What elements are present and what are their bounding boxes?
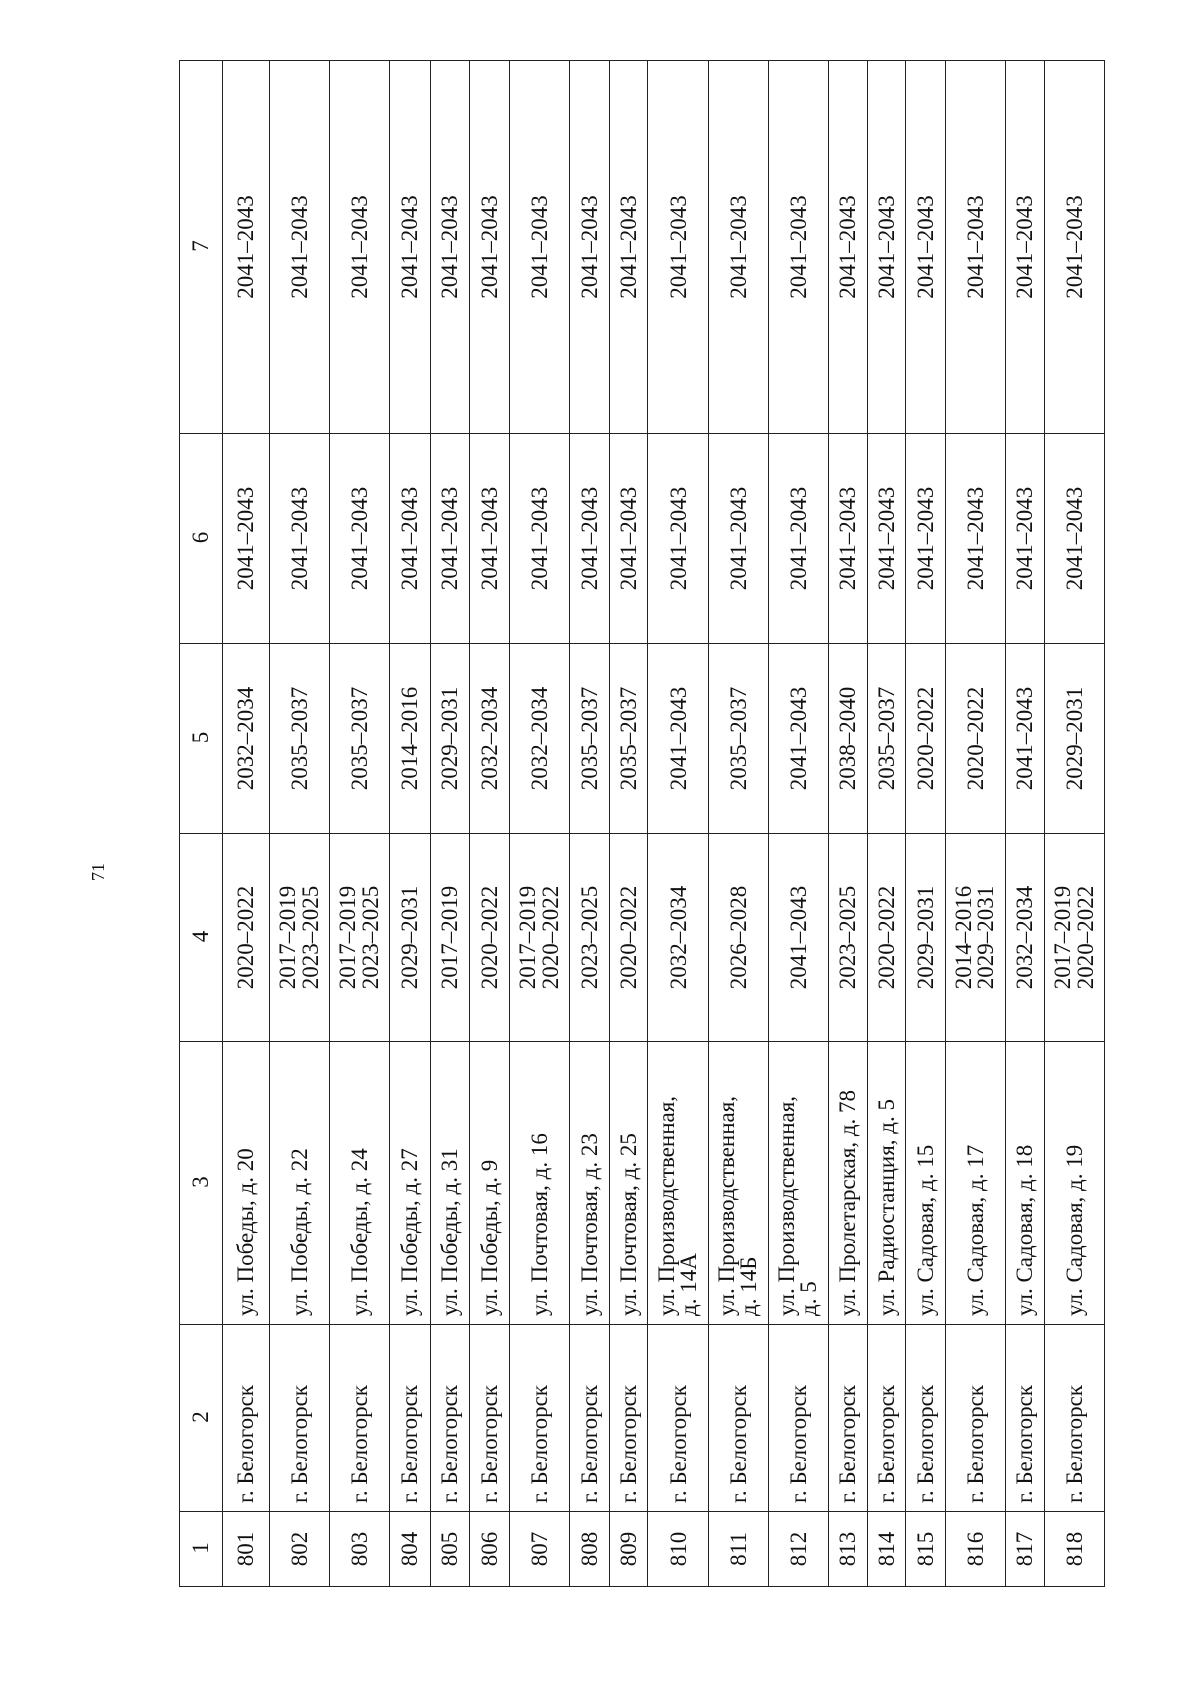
- cell-period-4: 2017–2019: [430, 834, 469, 1042]
- cell-address: ул. Производственная, д. 14А: [648, 1042, 709, 1325]
- cell-number: 813: [828, 1512, 867, 1587]
- cell-city: г. Белогорск: [828, 1325, 867, 1512]
- cell-address: ул. Садовая, д. 15: [906, 1042, 945, 1325]
- cell-period-5: 2035–2037: [269, 644, 330, 834]
- table-row: [709, 61, 769, 1587]
- cell-period-7: 2041–2043: [390, 61, 431, 434]
- cell-period-5: 2041–2043: [648, 644, 709, 834]
- table-row: [570, 61, 609, 1587]
- cell-period-6: 2041–2043: [1045, 434, 1105, 644]
- cell-number: 801: [222, 1512, 269, 1587]
- cell-city: г. Белогорск: [768, 1325, 828, 1512]
- page-number: 71: [88, 863, 108, 881]
- header-cell-3: 3: [180, 1042, 223, 1325]
- header-row: [180, 61, 223, 1587]
- header-cell-7: 7: [180, 61, 223, 434]
- cell-number: 810: [648, 1512, 709, 1587]
- cell-period-4: 2032–2034: [1005, 834, 1044, 1042]
- cell-period-4: 2023–2025: [828, 834, 867, 1042]
- cell-address: ул. Садовая, д. 18: [1005, 1042, 1044, 1325]
- cell-period-7: 2041–2043: [570, 61, 609, 434]
- cell-city: г. Белогорск: [330, 1325, 390, 1512]
- cell-period-4: 2020–2022: [868, 834, 906, 1042]
- cell-number: 804: [390, 1512, 431, 1587]
- cell-period-4: 2017–2019 2023–2025: [269, 834, 330, 1042]
- cell-address: ул. Победы, д. 24: [330, 1042, 390, 1325]
- cell-period-7: 2041–2043: [609, 61, 647, 434]
- cell-city: г. Белогорск: [709, 1325, 769, 1512]
- cell-period-6: 2041–2043: [470, 434, 509, 644]
- cell-period-7: 2041–2043: [330, 61, 390, 434]
- table-row: [470, 61, 509, 1587]
- cell-number: 816: [945, 1512, 1005, 1587]
- cell-period-7: 2041–2043: [430, 61, 469, 434]
- header-cell-1: 1: [180, 1512, 223, 1587]
- cell-address: ул. Почтовая, д. 25: [609, 1042, 647, 1325]
- table-row: [828, 61, 867, 1587]
- cell-period-7: 2041–2043: [906, 61, 945, 434]
- cell-period-4: 2029–2031: [390, 834, 431, 1042]
- cell-address: ул. Почтовая, д. 23: [570, 1042, 609, 1325]
- cell-period-6: 2041–2043: [509, 434, 570, 644]
- cell-period-7: 2041–2043: [828, 61, 867, 434]
- cell-period-6: 2041–2043: [330, 434, 390, 644]
- cell-number: 802: [269, 1512, 330, 1587]
- cell-period-5: 2041–2043: [1005, 644, 1044, 834]
- cell-period-5: 2032–2034: [509, 644, 570, 834]
- cell-period-5: 2020–2022: [906, 644, 945, 834]
- cell-period-6: 2041–2043: [768, 434, 828, 644]
- table-row: [1045, 61, 1105, 1587]
- table-body: [180, 61, 1105, 1587]
- cell-period-6: 2041–2043: [709, 434, 769, 644]
- cell-city: г. Белогорск: [509, 1325, 570, 1512]
- table-row: [1005, 61, 1044, 1587]
- cell-address: ул. Садовая, д. 17: [945, 1042, 1005, 1325]
- cell-number: 812: [768, 1512, 828, 1587]
- header-cell-2: 2: [180, 1325, 223, 1512]
- cell-period-7: 2041–2043: [768, 61, 828, 434]
- cell-period-6: 2041–2043: [1005, 434, 1044, 644]
- cell-city: г. Белогорск: [222, 1325, 269, 1512]
- cell-period-6: 2041–2043: [430, 434, 469, 644]
- cell-period-5: 2029–2031: [1045, 644, 1105, 834]
- cell-city: г. Белогорск: [1005, 1325, 1044, 1512]
- cell-number: 814: [868, 1512, 906, 1587]
- data-table: [179, 60, 1105, 1587]
- cell-period-6: 2041–2043: [945, 434, 1005, 644]
- cell-period-6: 2041–2043: [906, 434, 945, 644]
- header-cell-6: 6: [180, 434, 223, 644]
- header-cell-5: 5: [180, 644, 223, 834]
- cell-city: г. Белогорск: [269, 1325, 330, 1512]
- cell-city: г. Белогорск: [945, 1325, 1005, 1512]
- cell-period-4: 2041–2043: [768, 834, 828, 1042]
- cell-city: г. Белогорск: [390, 1325, 431, 1512]
- cell-period-4: 2017–2019 2020–2022: [509, 834, 570, 1042]
- cell-address: ул. Победы, д. 22: [269, 1042, 330, 1325]
- cell-period-5: 2032–2034: [222, 644, 269, 834]
- header-cell-4: 4: [180, 834, 223, 1042]
- cell-period-5: 2035–2037: [330, 644, 390, 834]
- cell-period-7: 2041–2043: [222, 61, 269, 434]
- cell-address: ул. Производственная, д. 5: [768, 1042, 828, 1325]
- cell-period-7: 2041–2043: [868, 61, 906, 434]
- table-row: [945, 61, 1005, 1587]
- cell-number: 811: [709, 1512, 769, 1587]
- cell-period-4: 2020–2022: [222, 834, 269, 1042]
- cell-period-6: 2041–2043: [570, 434, 609, 644]
- cell-number: 808: [570, 1512, 609, 1587]
- cell-period-6: 2041–2043: [868, 434, 906, 644]
- table-row: [648, 61, 709, 1587]
- cell-period-7: 2041–2043: [1045, 61, 1105, 434]
- table-row: [269, 61, 330, 1587]
- cell-period-7: 2041–2043: [1005, 61, 1044, 434]
- table-row: [768, 61, 828, 1587]
- cell-period-6: 2041–2043: [269, 434, 330, 644]
- cell-period-4: 2029–2031: [906, 834, 945, 1042]
- cell-number: 809: [609, 1512, 647, 1587]
- cell-address: ул. Почтовая, д. 16: [509, 1042, 570, 1325]
- table-row: [609, 61, 647, 1587]
- table-row: [330, 61, 390, 1587]
- cell-address: ул. Радиостанция, д. 5: [868, 1042, 906, 1325]
- cell-period-6: 2041–2043: [648, 434, 709, 644]
- cell-period-7: 2041–2043: [709, 61, 769, 434]
- rotated-table-wrapper: [179, 61, 1105, 1587]
- cell-city: г. Белогорск: [868, 1325, 906, 1512]
- cell-period-5: 2029–2031: [430, 644, 469, 834]
- cell-period-5: 2041–2043: [768, 644, 828, 834]
- table-row: [430, 61, 469, 1587]
- cell-period-7: 2041–2043: [945, 61, 1005, 434]
- cell-period-5: 2014–2016: [390, 644, 431, 834]
- cell-period-5: 2032–2034: [470, 644, 509, 834]
- table-row: [868, 61, 906, 1587]
- cell-period-4: 2017–2019 2023–2025: [330, 834, 390, 1042]
- cell-number: 803: [330, 1512, 390, 1587]
- cell-period-7: 2041–2043: [470, 61, 509, 434]
- cell-period-5: 2020–2022: [945, 644, 1005, 834]
- cell-period-7: 2041–2043: [269, 61, 330, 434]
- cell-number: 815: [906, 1512, 945, 1587]
- cell-period-4: 2020–2022: [470, 834, 509, 1042]
- cell-address: ул. Победы, д. 9: [470, 1042, 509, 1325]
- cell-period-4: 2020–2022: [609, 834, 647, 1042]
- cell-period-5: 2035–2037: [570, 644, 609, 834]
- cell-period-5: 2038–2040: [828, 644, 867, 834]
- cell-address: ул. Победы, д. 31: [430, 1042, 469, 1325]
- cell-city: г. Белогорск: [430, 1325, 469, 1512]
- cell-period-5: 2035–2037: [609, 644, 647, 834]
- cell-period-6: 2041–2043: [222, 434, 269, 644]
- cell-period-5: 2035–2037: [709, 644, 769, 834]
- cell-city: г. Белогорск: [906, 1325, 945, 1512]
- cell-number: 805: [430, 1512, 469, 1587]
- cell-city: г. Белогорск: [470, 1325, 509, 1512]
- cell-city: г. Белогорск: [648, 1325, 709, 1512]
- cell-period-4: 2017–2019 2020–2022: [1045, 834, 1105, 1042]
- cell-number: 806: [470, 1512, 509, 1587]
- cell-period-5: 2035–2037: [868, 644, 906, 834]
- cell-number: 818: [1045, 1512, 1105, 1587]
- cell-number: 807: [509, 1512, 570, 1587]
- cell-period-4: 2023–2025: [570, 834, 609, 1042]
- cell-address: ул. Садовая, д. 19: [1045, 1042, 1105, 1325]
- cell-period-6: 2041–2043: [828, 434, 867, 644]
- table-row: [222, 61, 269, 1587]
- cell-period-6: 2041–2043: [609, 434, 647, 644]
- table-row: [906, 61, 945, 1587]
- table-row: [390, 61, 431, 1587]
- cell-period-6: 2041–2043: [390, 434, 431, 644]
- cell-period-7: 2041–2043: [648, 61, 709, 434]
- cell-city: г. Белогорск: [1045, 1325, 1105, 1512]
- cell-period-4: 2014–2016 2029–2031: [945, 834, 1005, 1042]
- cell-period-4: 2032–2034: [648, 834, 709, 1042]
- cell-address: ул. Производственная, д. 14Б: [709, 1042, 769, 1325]
- cell-period-4: 2026–2028: [709, 834, 769, 1042]
- cell-address: ул. Победы, д. 20: [222, 1042, 269, 1325]
- table-row: [509, 61, 570, 1587]
- cell-city: г. Белогорск: [609, 1325, 647, 1512]
- cell-address: ул. Победы, д. 27: [390, 1042, 431, 1325]
- cell-period-7: 2041–2043: [509, 61, 570, 434]
- cell-city: г. Белогорск: [570, 1325, 609, 1512]
- cell-address: ул. Пролетарская, д. 78: [828, 1042, 867, 1325]
- cell-number: 817: [1005, 1512, 1044, 1587]
